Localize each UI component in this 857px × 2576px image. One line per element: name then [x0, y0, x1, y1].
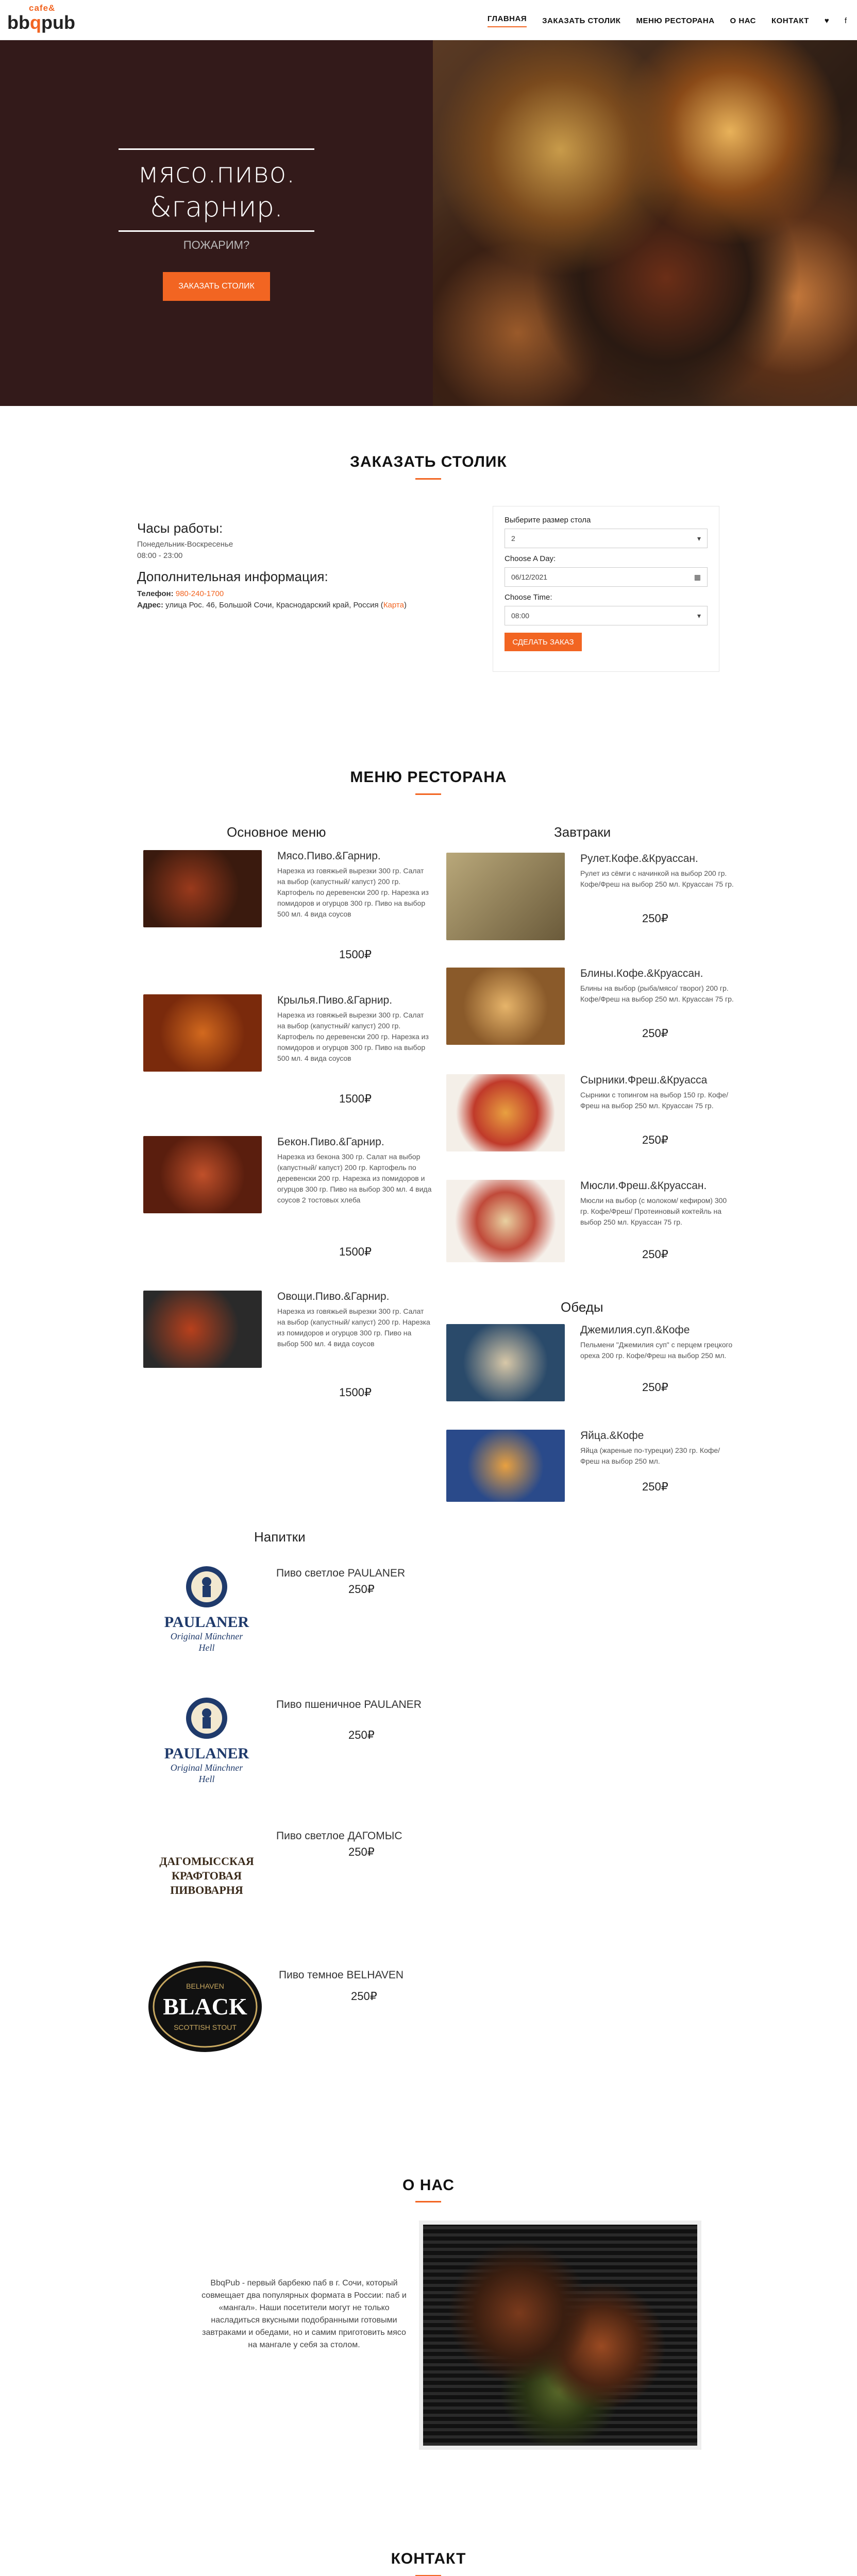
dish-image — [143, 1136, 262, 1213]
menu-item[interactable]: Овощи.Пиво.&Гарнир. Нарезка из говяжьей вырезки 300 гр. Салат на выбор (капустный/ капуст) 200 гр. Нарезка из помидоров и огурцов 300 гр. Пиво на выбор 500 мл. 4 вида соусов 1500₽ — [143, 1291, 432, 1394]
logo-tagline: cafe& — [29, 3, 56, 13]
booking-title-underline — [415, 478, 441, 480]
hero-book-button[interactable]: ЗАКАЗАТЬ СТОЛИК — [163, 272, 270, 301]
svg-text:BLACK: BLACK — [163, 1993, 247, 2020]
svg-text:BELHAVEN: BELHAVEN — [186, 1982, 224, 1990]
time-select[interactable]: 08:00 ▾ — [505, 606, 708, 625]
drinks-title: Напитки — [254, 1529, 306, 1545]
dish-image — [143, 1291, 262, 1368]
paulaner-logo — [153, 1687, 261, 1795]
info-text: Телефон: 980-240-1700 Адрес: улица Рос. 46, Большой Сочи, Краснодарский край, Россия (Карта) — [137, 589, 407, 609]
menu-item[interactable]: Сырники.Фреш.&Круасса Сырники с топингом на выбор 150 гр. Кофе/Фреш на выбор 250 мл. Круассан 75 гр. 250₽ — [446, 1074, 735, 1177]
belhaven-logo — [147, 1953, 263, 2061]
nav-link-about[interactable]: О НАС — [730, 16, 757, 25]
booking-title: ЗАКАЗАТЬ СТОЛИК — [350, 453, 507, 470]
time-label: Choose Time: — [505, 593, 552, 602]
breakfast-title: Завтраки — [554, 824, 611, 840]
menu-item[interactable]: Крылья.Пиво.&Гарнир. Нарезка из говяжьей вырезки 300 гр. Салат на выбор (капустный/ капуст) 200 гр. Картофель по деревенски 200 гр. Нарезка из помидоров и огурцов 300 гр. Пиво на выбор 500 мл. 4 вида соусов 1500₽ — [143, 994, 432, 1097]
dish-image — [446, 853, 565, 940]
table-size-select[interactable]: 2 ▾ — [505, 529, 708, 548]
dish-image — [446, 1074, 565, 1151]
hero-title: мясо.пиво. &гарнир. — [119, 148, 314, 232]
hours-title: Часы работы: — [137, 520, 223, 536]
phone-link[interactable]: 980-240-1700 — [175, 589, 224, 598]
map-link[interactable]: Карта — [383, 601, 404, 609]
menu-item[interactable]: PAULANER Original Münchner Hell Пиво пшеничное PAULANER 250₽ — [153, 1687, 462, 1801]
table-size-label: Выберите размер стола — [505, 516, 591, 524]
menu-item[interactable]: Блины.Кофе.&Круассан. Блины на выбор (рыба/мясо/ творог) 200 гр. Кофе/Фреш на выбор 250 мл. Круассан 75 гр. 250₽ — [446, 968, 735, 1071]
dish-image — [446, 1324, 565, 1401]
svg-text:ПИВОВАРНЯ: ПИВОВАРНЯ — [170, 1884, 243, 1896]
top-nav — [0, 0, 857, 40]
svg-text:ДАГОМЫССКАЯ: ДАГОМЫССКАЯ — [159, 1855, 254, 1868]
menu-item[interactable]: BELHAVEN BLACK SCOTTISH STOUT Пиво темное BELHAVEN 250₽ — [147, 1953, 457, 2066]
svg-text:Hell: Hell — [198, 1642, 215, 1653]
facebook-icon[interactable]: f — [844, 16, 847, 25]
menu-item[interactable]: PAULANER Original Münchner Hell Пиво светлое PAULANER 250₽ — [153, 1556, 462, 1669]
main-menu-title: Основное меню — [227, 824, 326, 840]
hero-subtitle: ПОЖАРИМ? — [183, 239, 250, 251]
svg-text:Original Münchner: Original Münchner — [170, 1762, 243, 1773]
about-title: О НАС — [402, 2177, 455, 2194]
booking-submit-button[interactable]: СДЕЛАТЬ ЗАКАЗ — [505, 633, 582, 651]
hero — [0, 40, 857, 406]
svg-text:Original Münchner: Original Münchner — [170, 1631, 243, 1641]
menu-title: МЕНЮ РЕСТОРАНА — [350, 769, 507, 786]
logo[interactable] — [7, 3, 75, 32]
dish-image — [446, 1430, 565, 1502]
menu-title-underline — [415, 793, 441, 795]
menu-item[interactable]: ДАГОМЫССКАЯ КРАФТОВАЯ ПИВОВАРНЯ Пиво светлое ДАГОМЫС 250₽ — [153, 1819, 462, 1932]
about-text: BbqPub - первый барбекю паб в г. Сочи, который совмещает два популярных формата в России: паб и «мангал». Наши посетители могут не только насладиться вкусными подобранными готовыми завтраками и обедами, но и самим приготовить мясо на мангале у себя за столом. — [201, 2279, 407, 2349]
dish-image — [143, 850, 262, 927]
nav-link-contact[interactable]: КОНТАКТ — [771, 16, 809, 25]
dagomys-logo — [153, 1819, 261, 1927]
calendar-icon[interactable]: ▦ — [694, 572, 701, 581]
about-title-underline — [415, 2201, 441, 2202]
booking-form — [493, 506, 719, 672]
menu-item[interactable]: Джемилия.суп.&Кофе Пельмени "Джемилия суп" с перцем грецкого ореха 200 гр. Кофе/Фреш на выбор 250 мл. 250₽ — [446, 1324, 735, 1427]
svg-text:SCOTTISH STOUT: SCOTTISH STOUT — [174, 2023, 237, 2031]
hero-panel — [0, 40, 433, 406]
chevron-down-icon: ▾ — [697, 611, 701, 620]
heart-icon[interactable]: ♥ — [824, 16, 829, 25]
nav-link-home[interactable]: ГЛАВНАЯ — [488, 14, 527, 27]
paulaner-logo — [153, 1556, 261, 1664]
nav-link-menu[interactable]: МЕНЮ РЕСТОРАНА — [636, 16, 715, 25]
menu-item[interactable]: Рулет.Кофе.&Круассан. Рулет из сёмги с начинкой на выбор 200 гр. Кофе/Фреш на выбор 250 мл. Круассан 75 гр. 250₽ — [446, 853, 735, 956]
about-grill-image — [419, 2221, 701, 2450]
dish-image — [143, 994, 262, 1072]
svg-text:PAULANER: PAULANER — [164, 1745, 249, 1762]
day-input[interactable]: 06/12/2021 ▦ — [505, 567, 708, 587]
info-title: Дополнительная информация: — [137, 569, 328, 584]
dish-image — [446, 968, 565, 1045]
menu-item[interactable]: Мюсли.Фреш.&Круассан. Мюсли на выбор (с молоком/ кефиром) 300 гр. Кофе/Фреш/ Протеиновый коктейль на выбор 250 мл. Круассан 75 гр. 250₽ — [446, 1180, 735, 1283]
menu-item[interactable]: Яйца.&Кофе Яйца (жареные по-турецки) 230 гр. Кофе/Фреш на выбор 250 мл. 250₽ — [446, 1430, 735, 1533]
dish-image — [446, 1180, 565, 1262]
menu-item[interactable]: Бекон.Пиво.&Гарнир. Нарезка из бекона 300 гр. Салат на выбор (капустный/ капуст) 200 гр. Картофель по деревенски 200 гр. Нарезка из помидоров и огурцов 300 гр. Пиво на выбор 300 мл. 4 вида соусов 2 тостовых хлеба 1500₽ — [143, 1136, 432, 1239]
day-label: Choose A Day: — [505, 554, 556, 563]
menu-item[interactable]: Мясо.Пиво.&Гарнир. Нарезка из говяжьей вырезки 300 гр. Салат на выбор (капустный/ капуст) 200 гр. Картофель по деревенски 200 гр. Нарезка из помидоров и огурцов 300 гр. Пиво на выбор 500 мл. 4 вида соусов 1500₽ — [143, 850, 432, 953]
nav-link-booking[interactable]: ЗАКАЗАТЬ СТОЛИК — [542, 16, 621, 25]
hours-text: Понедельник-Воскресенье 08:00 - 23:00 — [137, 540, 233, 560]
svg-text:Hell: Hell — [198, 1774, 215, 1784]
chevron-down-icon: ▾ — [697, 534, 701, 543]
main-menu — [488, 14, 847, 27]
hero-food-image — [433, 40, 857, 406]
logo-wordmark: bbqpub — [7, 12, 75, 33]
lunch-title: Обеды — [561, 1299, 603, 1315]
contact-title: КОНТАКТ — [391, 2550, 466, 2567]
svg-text:КРАФТОВАЯ: КРАФТОВАЯ — [172, 1869, 242, 1882]
svg-text:PAULANER: PAULANER — [164, 1614, 249, 1631]
